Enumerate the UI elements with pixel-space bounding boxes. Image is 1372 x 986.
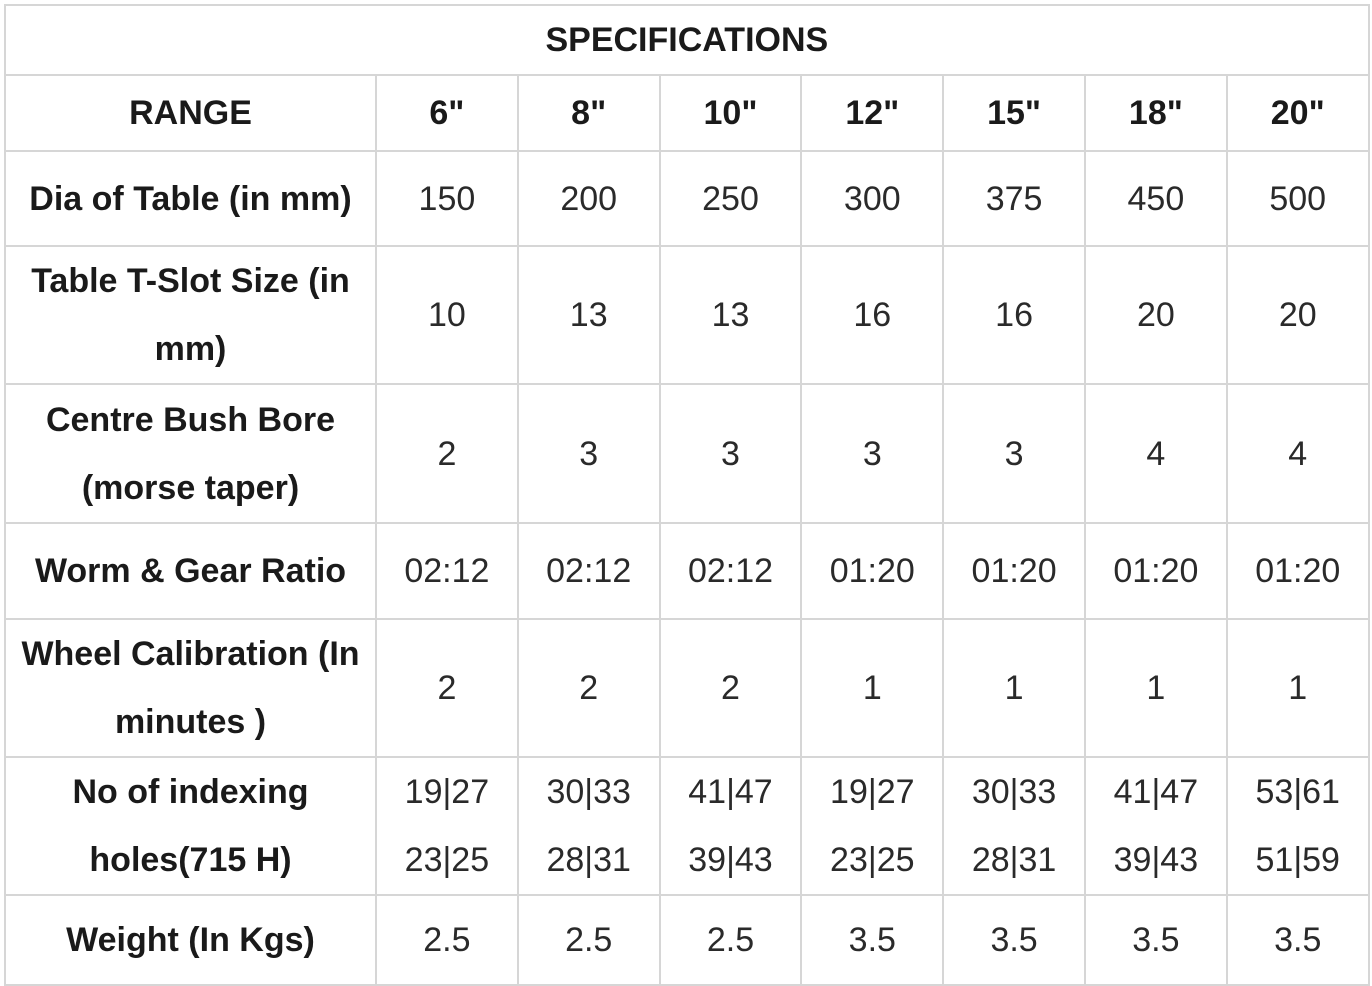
table-cell: 2.5 xyxy=(660,895,802,985)
table-cell: 500 xyxy=(1227,151,1369,246)
range-col-header: 8" xyxy=(518,75,660,151)
table-cell: 2.5 xyxy=(518,895,660,985)
table-cell: 375 xyxy=(943,151,1085,246)
table-cell: 13 xyxy=(518,246,660,384)
table-cell xyxy=(518,757,660,895)
table-cell: 3.5 xyxy=(801,895,943,985)
range-col-header: 15" xyxy=(943,75,1085,151)
table-row xyxy=(5,523,1369,619)
table-cell xyxy=(1085,757,1227,895)
cell-line: 51|59 xyxy=(1255,841,1340,879)
range-col-header: 10" xyxy=(660,75,802,151)
range-col-header: 6" xyxy=(376,75,518,151)
table-cell: 3.5 xyxy=(1085,895,1227,985)
range-col-header: 18" xyxy=(1085,75,1227,151)
table-cell xyxy=(943,757,1085,895)
table-row xyxy=(5,757,1369,895)
row-label-line: holes(715 H) xyxy=(89,841,292,879)
table-cell: 3 xyxy=(801,384,943,523)
row-label xyxy=(5,619,376,757)
table-cell: 2 xyxy=(376,384,518,523)
table-cell: 3 xyxy=(943,384,1085,523)
table-cell: 4 xyxy=(1085,384,1227,523)
table-cell xyxy=(660,757,802,895)
cell-line: 30|33 xyxy=(971,773,1057,811)
table-cell xyxy=(376,757,518,895)
table-row xyxy=(5,151,1369,246)
cell-line: 28|31 xyxy=(971,841,1057,879)
range-header-label: RANGE xyxy=(5,75,376,151)
row-label-line: mm) xyxy=(154,330,227,368)
specifications-table xyxy=(4,4,1370,986)
row-label xyxy=(5,246,376,384)
row-label-line: No of indexing xyxy=(72,773,309,811)
row-label xyxy=(5,384,376,523)
table-row xyxy=(5,246,1369,384)
cell-line: 19|27 xyxy=(404,773,490,811)
row-label-line: (morse taper) xyxy=(81,468,300,507)
table-cell: 3 xyxy=(518,384,660,523)
table-row xyxy=(5,384,1369,523)
cell-line: 41|47 xyxy=(688,773,773,811)
table-cell: 20 xyxy=(1085,246,1227,384)
table-cell: 16 xyxy=(801,246,943,384)
row-label xyxy=(5,151,376,246)
table-cell: 3.5 xyxy=(943,895,1085,985)
row-label-line: Weight (In Kgs) xyxy=(66,921,315,959)
table-cell: 2.5 xyxy=(376,895,518,985)
table-cell: 1 xyxy=(943,619,1085,757)
cell-line: 39|43 xyxy=(688,841,773,879)
header-row xyxy=(5,75,1369,151)
table-cell: 450 xyxy=(1085,151,1227,246)
table-cell: 300 xyxy=(801,151,943,246)
table-cell: 150 xyxy=(376,151,518,246)
table-cell: 02:12 xyxy=(376,523,518,619)
table-cell: 13 xyxy=(660,246,802,384)
table-cell: 250 xyxy=(660,151,802,246)
table-cell: 1 xyxy=(1085,619,1227,757)
table-cell: 10 xyxy=(376,246,518,384)
table-row xyxy=(5,619,1369,757)
row-label-line: Dia of Table (in mm) xyxy=(29,179,352,218)
range-col-header: 20" xyxy=(1227,75,1369,151)
row-label-line: minutes ) xyxy=(114,703,267,741)
cell-line: 23|25 xyxy=(830,841,915,879)
table-cell: 02:12 xyxy=(660,523,802,619)
table-cell xyxy=(801,757,943,895)
table-cell: 20 xyxy=(1227,246,1369,384)
table-cell: 01:20 xyxy=(801,523,943,619)
table-cell: 01:20 xyxy=(943,523,1085,619)
row-label-line: Table T-Slot Size (in xyxy=(31,262,350,300)
cell-line: 28|31 xyxy=(546,841,631,879)
table-cell: 3.5 xyxy=(1227,895,1369,985)
cell-line: 39|43 xyxy=(1113,841,1199,879)
table-cell: 200 xyxy=(518,151,660,246)
table-cell: 01:20 xyxy=(1085,523,1227,619)
row-label xyxy=(5,523,376,619)
table-cell: 1 xyxy=(801,619,943,757)
table-cell: 2 xyxy=(518,619,660,757)
table-cell: 02:12 xyxy=(518,523,660,619)
table-title: SPECIFICATIONS xyxy=(5,5,1369,75)
table-row xyxy=(5,895,1369,985)
table-cell: 16 xyxy=(943,246,1085,384)
table-cell: 4 xyxy=(1227,384,1369,523)
table-cell: 1 xyxy=(1227,619,1369,757)
table-cell xyxy=(1227,757,1369,895)
table-cell: 2 xyxy=(660,619,802,757)
cell-line: 19|27 xyxy=(830,773,915,811)
cell-line: 41|47 xyxy=(1113,773,1199,811)
cell-line: 23|25 xyxy=(404,841,490,879)
cell-line: 30|33 xyxy=(546,773,631,811)
row-label-line: Worm & Gear Ratio xyxy=(34,552,347,590)
row-label xyxy=(5,757,376,895)
row-label xyxy=(5,895,376,985)
row-label-line: Wheel Calibration (In xyxy=(21,635,360,673)
table-cell: 3 xyxy=(660,384,802,523)
row-label-line: Centre Bush Bore xyxy=(45,400,336,439)
range-col-header: 12" xyxy=(801,75,943,151)
table-cell: 01:20 xyxy=(1227,523,1369,619)
table-cell: 2 xyxy=(376,619,518,757)
table-title-row xyxy=(5,5,1369,75)
cell-line: 53|61 xyxy=(1255,773,1340,811)
